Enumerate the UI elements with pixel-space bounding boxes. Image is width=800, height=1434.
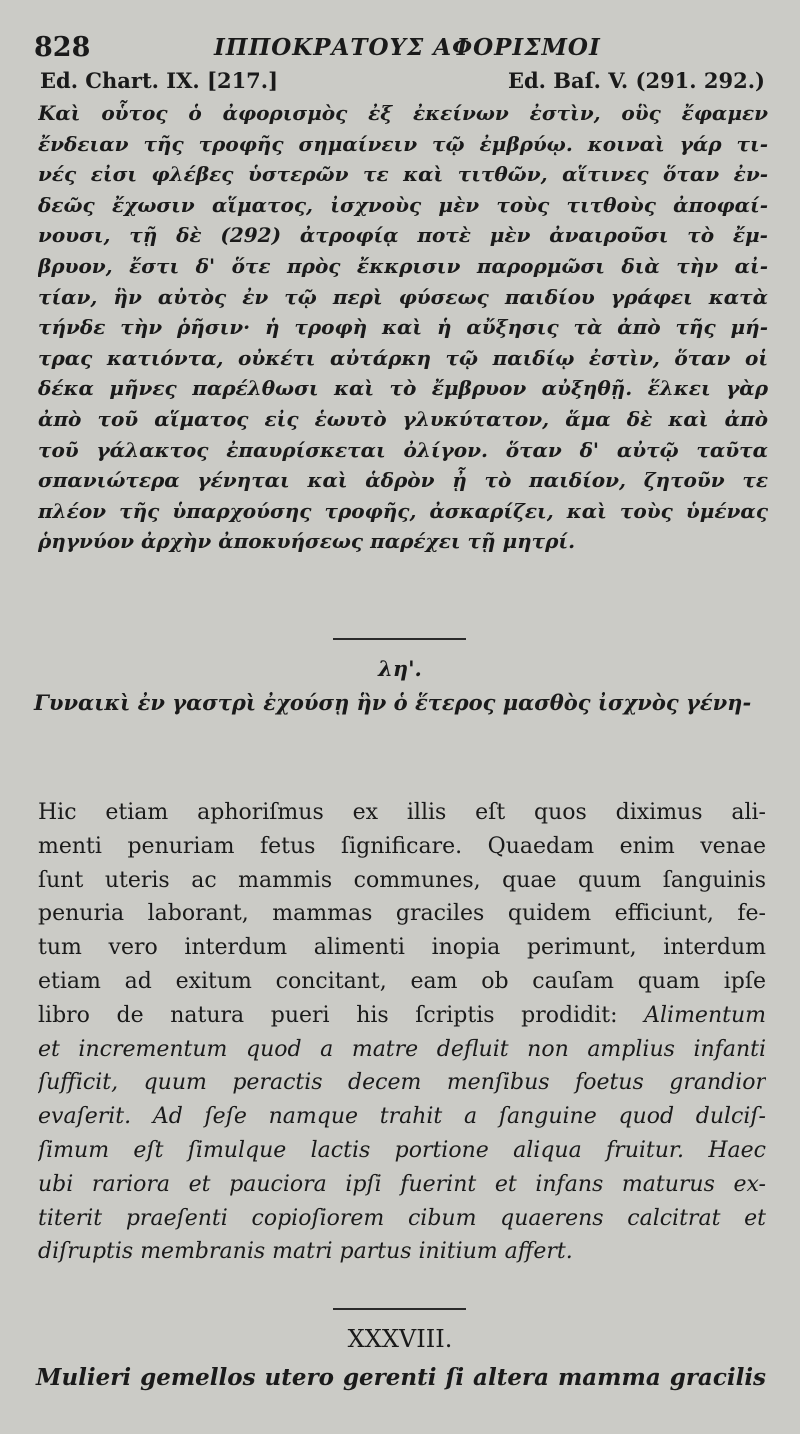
latin-line: ſunt uteris ac mammis communes, quae quum ſanguinis bbox=[38, 867, 766, 893]
page-header bbox=[34, 30, 770, 64]
greek-line: τίαν, ἣν αὐτὸς ἐν τῷ περὶ φύσεως παιδίου γράφει κατὰ bbox=[38, 284, 768, 309]
latin-line: ſimum eſt ſimulque lactis portione aliqua fruitur. Haec bbox=[38, 1137, 766, 1163]
latin-line: ubi rariora et pauciora ipſi fuerint et infans maturus ex- bbox=[38, 1171, 766, 1197]
greek-line: νές εἰσι φλέβες ὑστερῶν τε καὶ τιτθῶν, αἵτινες ὅταν ἐν- bbox=[38, 162, 768, 187]
latin-section-number: XXXVIII. bbox=[347, 1325, 453, 1353]
latin-translation bbox=[38, 796, 766, 1269]
running-title: ΙΠΠΟΚΡΑΤΟΥΣ ΑΦΟΡΙΣΜΟΙ bbox=[214, 34, 601, 61]
greek-line: ἀπὸ τοῦ αἵματος εἰς ἑωυτὸ γλυκύτατον, ἅμα δὲ καὶ ἀπὸ bbox=[38, 406, 768, 431]
greek-line: τρας κατιόντα, οὐκέτι αὐτάρκη τῷ παιδίῳ ἐστὶν, ὅταν οἱ bbox=[38, 345, 768, 370]
latin-line: penuria laborant, mammas graciles quidem efficiunt, fe- bbox=[38, 901, 766, 927]
latin-next-aphorism: Mulieri gemellos utero gerenti ſi altera mamma gracilis bbox=[36, 1364, 766, 1391]
latin-line: et incrementum quod a matre defluit non amplius infanti bbox=[38, 1036, 766, 1062]
edition-reference-basel: Ed. Baſ. V. (291. 292.) bbox=[507, 68, 765, 93]
greek-next-aphorism: Γυναικὶ ἐν γαστρὶ ἐχούσῃ ἣν ὁ ἕτερος μασθὸς ἰσχνὸς γένη- bbox=[34, 690, 752, 715]
greek-commentary bbox=[38, 98, 768, 557]
greek-section-number: λη'. bbox=[378, 656, 422, 681]
edition-reference-line bbox=[40, 68, 765, 98]
section-divider-latin bbox=[333, 1308, 466, 1310]
latin-line: ſufficit, quum peractis decem menſibus foetus grandior bbox=[38, 1070, 766, 1096]
latin-line: diſruptis membranis matri partus initium affert. bbox=[38, 1239, 573, 1265]
greek-line: τήνδε τὴν ῥῆσιν· ἡ τροφὴ καὶ ἡ αὔξησις τὰ ἀπὸ τῆς μή- bbox=[38, 315, 768, 340]
greek-line: βρυον, ἔστι δ' ὅτε πρὸς ἔκκρισιν παρορμῶσι διὰ τὴν αἰ- bbox=[38, 253, 768, 278]
greek-line: νουσι, τῇ δὲ (292) ἀτροφίᾳ ποτὲ μὲν ἀναιροῦσι τὸ ἔμ- bbox=[38, 223, 768, 248]
greek-line: Καὶ οὗτος ὁ ἀφορισμὸς ἐξ ἐκείνων ἐστὶν, οὓς ἔφαμεν bbox=[38, 101, 768, 125]
greek-line: τοῦ γάλακτος ἐπαυρίσκεται ὀλίγον. ὅταν δ' αὐτῷ ταῦτα bbox=[38, 437, 768, 462]
latin-line: libro de natura pueri his ſcriptis prodidit: Alimentum bbox=[38, 1002, 766, 1028]
greek-line: ἔνδειαν τῆς τροφῆς σημαίνειν τῷ ἐμβρύῳ. κοιναὶ γάρ τι- bbox=[38, 131, 768, 156]
greek-line: σπανιώτερα γένηται καὶ ἁδρὸν ᾖ τὸ παιδίον, ζητοῦν τε bbox=[38, 468, 768, 493]
page-number: 828 bbox=[34, 32, 91, 63]
greek-line: δέκα μῆνες παρέλθωσι καὶ τὸ ἔμβρυον αὐξηθῇ. ἕλκει γὰρ bbox=[38, 376, 768, 401]
latin-line: tum vero interdum alimenti inopia perimunt, interdum bbox=[38, 935, 766, 961]
greek-line: δεῶς ἔχωσιν αἵματος, ἰσχνοὺς μὲν τοὺς τιτθοὺς ἀποφαί- bbox=[38, 192, 768, 217]
greek-line: ῥηγνύον ἀρχὴν ἀποκυήσεως παρέχει τῇ μητρί. bbox=[38, 529, 576, 554]
latin-line: etiam ad exitum concitant, eam ob cauſam quam ipſe bbox=[38, 968, 766, 994]
latin-line: menti penuriam fetus ſignificare. Quaedam enim venae bbox=[38, 833, 766, 859]
section-divider-greek bbox=[333, 638, 466, 640]
latin-line: Hic etiam aphoriſmus ex illis eſt quos diximus ali- bbox=[38, 800, 766, 825]
latin-line: evaſerit. Ad ſeſe namque trahit a ſanguine quod dulciſ- bbox=[38, 1104, 766, 1130]
greek-line: πλέον τῆς ὑπαρχούσης τροφῆς, ἀσκαρίζει, καὶ τοὺς ὑμένας bbox=[38, 498, 768, 523]
latin-line: titerit praeſenti copioſiorem cibum quaerens calcitrat et bbox=[38, 1205, 766, 1231]
edition-reference-chart: Ed. Chart. IX. [217.] bbox=[40, 68, 279, 93]
